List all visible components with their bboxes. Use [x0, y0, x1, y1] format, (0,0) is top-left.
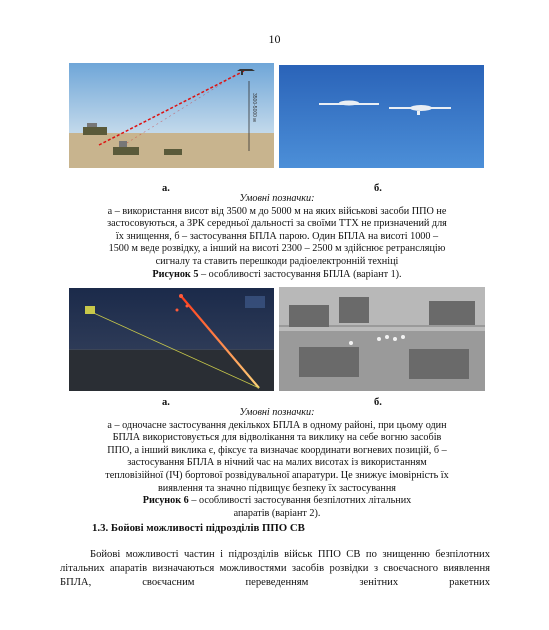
figure-6b-label: б.	[374, 397, 382, 408]
body-paragraph-text: Бойові можливості частин і підрозділів військ ППО СВ по знищенню безпілотних літальних апаратів визначаються можливостями засобів розвідки з своєчасного виявлення БПЛА, своєчасним переведенням зенітних ракетних	[60, 549, 490, 588]
figure-6-caption-continuation: апаратів (варіант 2).	[233, 507, 321, 519]
figure-5a-label: а.	[162, 183, 170, 194]
figure-5b-label: б.	[374, 183, 382, 194]
figure-5a-altitude-label: 3500-5000 м	[251, 93, 257, 122]
figure-6-legend-line: ППО, а інший виклика є, фіксує та визначає координати вогневих позицій, б –	[107, 444, 447, 456]
figure-6a-label: а.	[162, 397, 170, 408]
figure-6-legend-title: Умовні позначки:	[239, 407, 315, 418]
figure-5-caption-text: – особливості застосування БПЛА (варіант 1).	[198, 268, 402, 280]
figure-6-caption-text: – особливості застосування безпілотних літальних	[188, 495, 412, 507]
page-number: 10	[268, 32, 281, 46]
figure-6b-image	[279, 287, 485, 391]
figure-6-caption	[60, 495, 494, 508]
section-heading: 1.3. Бойові можливості підрозділів ППО СВ	[92, 522, 305, 534]
figure-5-legend-title: Умовні позначки:	[239, 193, 315, 204]
figure-6-caption-block	[60, 407, 494, 520]
figure-6-legend-line: застосування БПЛА в нічний час на малих висотах із використанням	[127, 457, 427, 469]
figure-5-legend-line: 1500 м веде розвідку, а інший на висоті 2300 – 2500 м здійснює ретрансляцію	[108, 243, 446, 255]
figure-5-legend-line: застосовуються, а ЗРК середньої дальності за своїми ТТХ не призначений для	[107, 218, 447, 230]
figure-6-legend-line: тепловізійної (ІЧ) бортової розвідувальної апаратури. Це знижує імовірність їх	[105, 469, 449, 481]
figure-5-caption	[60, 269, 494, 282]
body-paragraph	[60, 548, 490, 589]
figure-5-legend-line: а – використання висот від 3500 м до 5000 м на яких військові засоби ППО не	[107, 205, 447, 217]
figure-6-legend-line: виявлення та значно підвищує безпеку їх застосування	[157, 482, 396, 494]
figure-6-caption-prefix: Рисунок 6	[142, 495, 189, 507]
figure-6a-image	[69, 288, 274, 391]
figure-5-legend-line: сигналу та ставить перешкоди радіоелектронній техніці	[155, 255, 399, 267]
figure-5a-image	[69, 63, 274, 168]
figure-5-legend-line: їх знищення, б – застосування БПЛА парою. Один БПЛА на висоті 1000 –	[115, 230, 439, 242]
figure-5-caption-prefix: Рисунок 5	[152, 268, 199, 280]
figure-6-legend-line: а – одночасне застосування декількох БПЛА в одному районі, при цьому один	[107, 419, 447, 431]
figure-5-caption-block	[60, 193, 494, 281]
figure-6-legend-line: БПЛА використовується для відволікання та виклику на себе вогню засобів	[112, 432, 442, 444]
figure-5b-image	[279, 65, 484, 168]
